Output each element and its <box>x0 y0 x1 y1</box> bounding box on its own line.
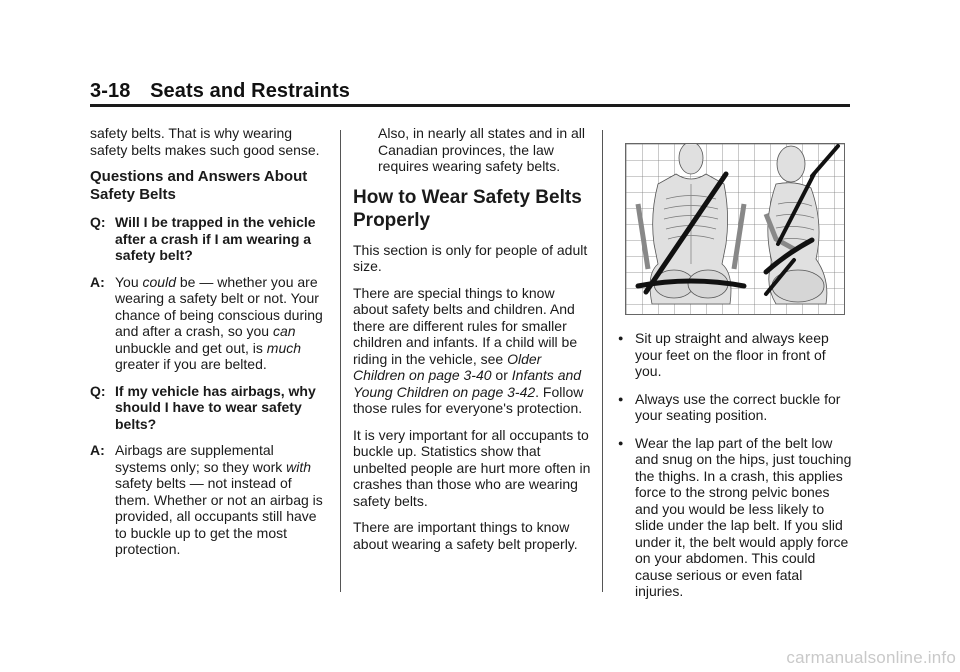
list-item: ● Sit up straight and always keep your feet on the floor in front of you. <box>618 330 829 379</box>
safety-belt-illustration <box>625 143 845 315</box>
list-item: ● Wear the lap part of the belt low and snug on the hips, just touching the thighs. In a crash, this applies force to the strong pelvic bones and you would be less likely to slide under the lap belt. If you slid under it, the belt would apply force on your abdomen. This could cause serious or even fatal injuries. <box>618 434 852 599</box>
continued-answer: Also, in nearly all states and in all Canadian provinces, the law requires wearing safety belts. <box>378 125 585 174</box>
answer-label: A: <box>90 442 105 458</box>
paragraph: There are important things to know about wearing a safety belt properly. <box>353 519 578 552</box>
qa-heading: Questions and Answers About Safety Belts <box>90 168 308 203</box>
skeleton-belt-illustration <box>626 144 844 314</box>
bullet-icon: ● <box>618 437 624 448</box>
answer-2 <box>90 442 328 558</box>
column-1 <box>90 125 328 568</box>
page-header <box>90 80 350 103</box>
column-3 <box>615 330 853 611</box>
safety-belt-tips-list <box>615 330 853 600</box>
section-title: Seats and Restraints <box>150 80 350 102</box>
question-2 <box>90 383 328 433</box>
paragraph: This section is only for people of adult size. <box>353 241 588 274</box>
question-1 <box>90 214 328 264</box>
list-item: ● Always use the correct buckle for your seating position. <box>618 390 841 423</box>
question-label: Q: <box>90 382 106 399</box>
intro-paragraph: safety belts. That is why wearing safety belts makes such good sense. <box>90 125 320 158</box>
link-older-children[interactable]: Older Children on page 3-40 <box>353 350 542 383</box>
answer-text: Airbags are supplemental systems only; so they work with safety belts — not instead of them. Whether or not an airbag is provided, all occupants still have to buckle up to get the most protection. <box>115 442 323 557</box>
answer-text: You could be — whether you are wearing a safety belt or not. Your chance of being conscious during and after a crash, so you can unbuckle and get out, is much greater if you are belted. <box>115 273 323 372</box>
question-label: Q: <box>90 214 106 230</box>
bullet-icon: ● <box>618 333 624 343</box>
question-text: If my vehicle has airbags, why should I have to wear safety belts? <box>115 382 316 432</box>
column-divider <box>340 130 341 592</box>
column-divider <box>602 130 603 592</box>
bullet-icon: ● <box>618 393 624 404</box>
watermark: carmanualsonline.info <box>786 648 956 667</box>
question-text: Will I be trapped in the vehicle after a crash if I am wearing a safety belt? <box>115 214 316 263</box>
paragraph-children-rules: There are special things to know about safety belts and children. And there are different rules for smaller children and infants. If a child will be riding in the vehicle, see Older Children on page 3-40 or Infants and Young Children on page 3-42. Follow those rules for everyone's protection. <box>353 284 584 416</box>
section-heading: How to Wear Safety Belts Properly <box>353 186 582 231</box>
column-2 <box>353 125 591 562</box>
answer-1 <box>90 274 328 373</box>
link-infants[interactable]: Infants and Young Children on page 3-42 <box>353 367 582 400</box>
page-number: 3-18 <box>90 80 131 102</box>
paragraph: It is very important for all occupants to buckle up. Statistics show that unbelted people are hurt more often in crashes than those who are wearing safety belts. <box>353 426 591 509</box>
answer-label: A: <box>90 273 105 290</box>
header-rule <box>90 104 850 107</box>
